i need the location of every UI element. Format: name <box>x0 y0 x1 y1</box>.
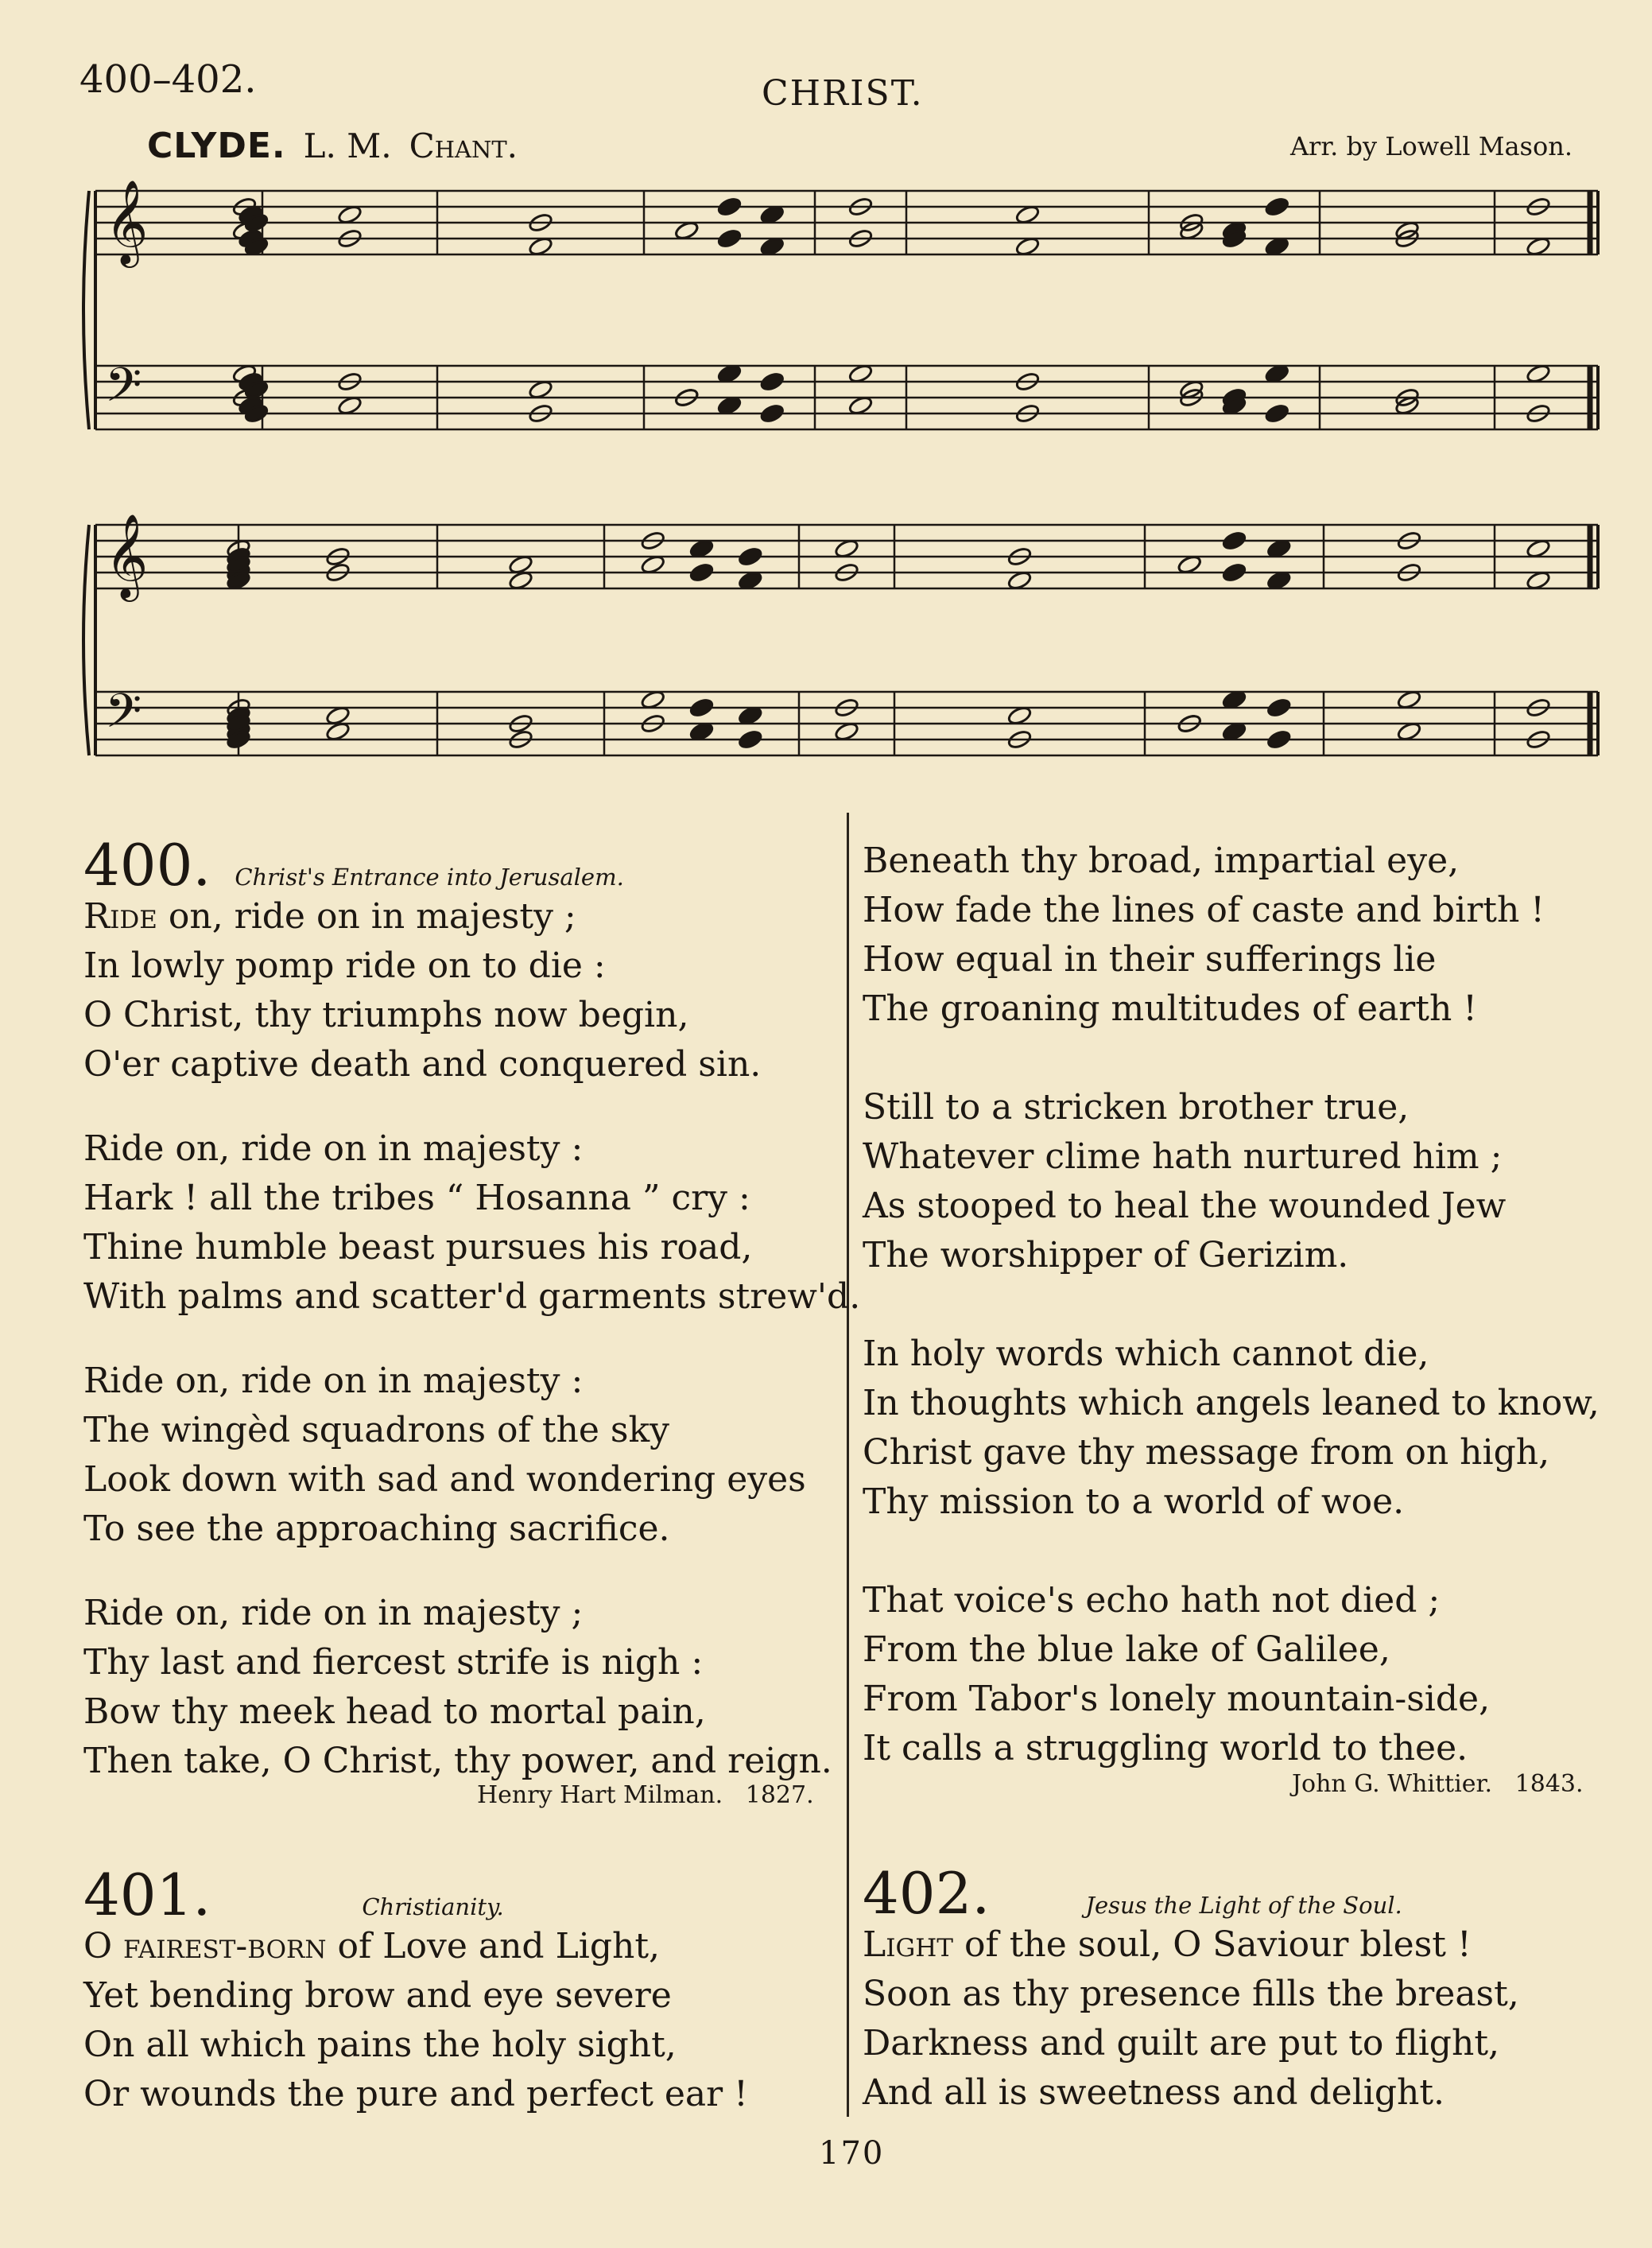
hymn-401 <box>83 1862 748 2119</box>
verse-line: From Tabor's lonely mountain-side, <box>863 1679 1491 1719</box>
quarter-note <box>716 228 742 249</box>
verse-line: The worshipper of Gerizim. <box>863 1235 1349 1275</box>
quarter-note <box>1264 403 1289 424</box>
quarter-note <box>1266 697 1292 718</box>
quarter-note <box>688 697 714 718</box>
stanza <box>863 1083 1600 1280</box>
stanza <box>83 892 860 1089</box>
verse-line: Ride on, ride on in majesty ; <box>83 896 576 937</box>
quarter-note <box>716 196 742 217</box>
bass-clef: 𝄢 <box>105 683 142 750</box>
author: Henry Hart Milman. <box>477 1781 723 1809</box>
hymn-range: 400–402. <box>79 57 257 102</box>
stanza <box>83 1357 860 1554</box>
stanza <box>863 1576 1600 1773</box>
verse-line: From the blue lake of Galilee, <box>863 1629 1390 1670</box>
stanza <box>83 1589 860 1786</box>
verse-line: Or wounds the pure and perfect ear ! <box>83 2074 748 2114</box>
verse-line: With palms and scatter'd garments strew'd. <box>83 1276 861 1317</box>
hymn-attribution <box>477 1781 860 1809</box>
treble-clef: 𝄞 <box>105 513 149 598</box>
music-score <box>0 0 1652 795</box>
first-word: Light <box>863 1924 953 1965</box>
verse-line: Then take, O Christ, thy power, and reign. <box>83 1741 832 1781</box>
verse-line: Thy last and fiercest strife is nigh : <box>83 1642 704 1683</box>
stanza <box>863 1920 1519 2118</box>
section-title: CHRIST. <box>762 73 924 114</box>
page-number: 170 <box>819 2135 885 2172</box>
tune-name: CLYDE. <box>147 126 286 166</box>
hymn-attribution <box>1292 1770 1600 1798</box>
verse-line: Yet bending brow and eye severe <box>83 1975 672 2016</box>
verse-line: Darkness and guilt are put to flight, <box>863 2023 1499 2064</box>
quarter-note <box>759 371 785 392</box>
quarter-note <box>1221 562 1247 583</box>
verse-line: It calls a struggling world to thee. <box>863 1728 1468 1769</box>
hymn-number: 400. <box>83 832 211 899</box>
verse-line: Hark ! all the tribes “ Hosanna ” cry : <box>83 1178 750 1218</box>
verse-line: The groaning multitudes of earth ! <box>863 988 1477 1029</box>
quarter-note <box>1264 196 1289 217</box>
verse-line: In thoughts which angels leaned to know, <box>863 1383 1600 1423</box>
verse-line: Look down with sad and wondering eyes <box>83 1459 806 1500</box>
verse-line: That voice's echo hath not died ; <box>863 1580 1441 1621</box>
verse-line: Thine humble beast pursues his road, <box>83 1227 753 1268</box>
quarter-note <box>1221 530 1247 551</box>
hymn-number: 401. <box>83 1862 211 1928</box>
verse-line: And all is sweetness and delight. <box>863 2072 1445 2113</box>
arranger-credit: Arr. by Lowell Mason. <box>1289 131 1573 161</box>
verse-line: Ride on, ride on in majesty : <box>83 1128 584 1169</box>
verse-line: Soon as thy presence fills the breast, <box>863 1974 1519 2014</box>
hymn-400 <box>83 832 861 1809</box>
verse-line: As stooped to heal the wounded Jew <box>863 1186 1507 1226</box>
verse-line: To see the approaching sacrifice. <box>83 1508 670 1549</box>
verse-line: Ride on, ride on in majesty : <box>83 1361 584 1401</box>
stanza <box>863 837 1600 1034</box>
verse-line: How fade the lines of caste and birth ! <box>863 890 1545 930</box>
year: 1843. <box>1514 1770 1584 1798</box>
verse-line: In lowly pomp ride on to die : <box>83 945 606 986</box>
tune-style: Chant. <box>409 126 518 165</box>
verse-line: Thy mission to a world of woe. <box>863 1481 1405 1522</box>
verse-line: O'er captive death and conquered sin. <box>83 1044 762 1085</box>
hymn-number: 402. <box>863 1860 991 1927</box>
first-word: O fairest-born <box>83 1926 327 1967</box>
tune-meter: L. M. <box>303 126 392 165</box>
hymn-402 <box>863 1860 1519 2118</box>
stanza <box>863 1330 1600 1527</box>
verse-line: The wingèd squadrons of the sky <box>83 1410 669 1450</box>
brace <box>83 191 89 429</box>
verse-line: O fairest-born of Love and Light, <box>83 1926 661 1967</box>
quarter-note <box>1266 729 1292 750</box>
verse-line: Bow thy meek head to mortal pain, <box>83 1691 706 1732</box>
verse-line: Christ gave thy message from on high, <box>863 1432 1550 1473</box>
quarter-note <box>759 403 785 424</box>
verse-line: Light of the soul, O Saviour blest ! <box>863 1924 1472 1965</box>
stanza <box>83 1124 860 1322</box>
first-word: Ride <box>83 896 157 937</box>
hymn-title: Christianity. <box>362 1893 504 1920</box>
verse-line: How equal in their sufferings lie <box>863 939 1437 980</box>
hymn-401-continued <box>863 837 1600 1798</box>
brace <box>83 525 89 755</box>
bass-clef: 𝄢 <box>105 357 142 424</box>
verse-line: In holy words which cannot die, <box>863 1334 1429 1374</box>
verse-line: O Christ, thy triumphs now begin, <box>83 995 689 1035</box>
verse-line: On all which pains the holy sight, <box>83 2025 677 2065</box>
hymn-title: Jesus the Light of the Soul. <box>1085 1892 1402 1919</box>
author: John G. Whittier. <box>1292 1770 1493 1798</box>
verse-line: Beneath thy broad, impartial eye, <box>863 841 1460 881</box>
stanza <box>83 1922 748 2119</box>
verse-line: Whatever clime hath nurtured him ; <box>863 1136 1503 1177</box>
verse-line: Still to a stricken brother true, <box>863 1087 1410 1128</box>
hymn-title: Christ's Entrance into Jerusalem. <box>235 864 624 891</box>
quarter-note <box>738 546 763 567</box>
quarter-note <box>738 729 763 750</box>
year: 1827. <box>745 1781 814 1809</box>
quarter-note <box>688 562 714 583</box>
treble-clef: 𝄞 <box>105 179 149 264</box>
verse-line: Ride on, ride on in majesty ; <box>83 1593 584 1633</box>
